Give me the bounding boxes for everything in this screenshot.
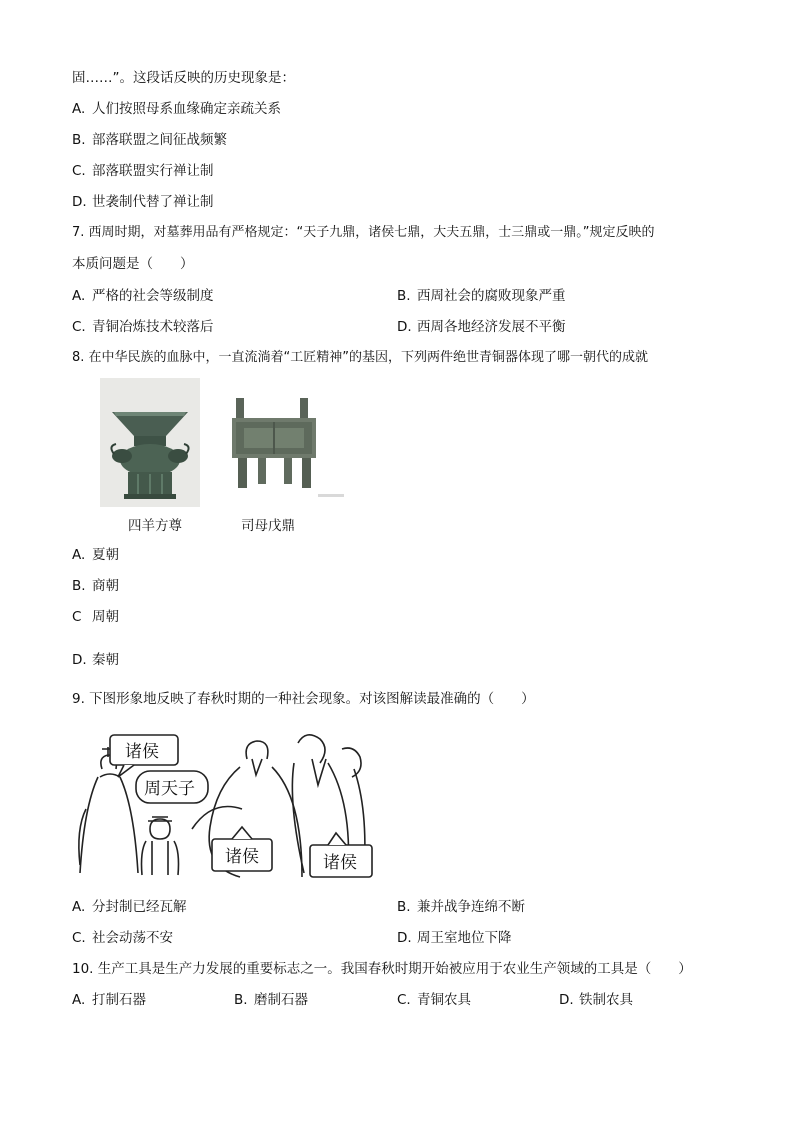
q7-option-c — [72, 318, 214, 336]
q10-option-c — [397, 991, 471, 1009]
simuwu-ding-image — [222, 392, 346, 498]
cartoon-label-lord-1: 诸侯 — [125, 742, 159, 762]
q8-option-a — [72, 546, 119, 564]
option-text: 世袭制代替了禅让制 — [92, 194, 214, 210]
option-letter: C. — [72, 319, 86, 335]
q9-option-d — [397, 929, 512, 947]
option-letter: A. — [72, 899, 86, 915]
q6-option-c — [72, 162, 214, 180]
option-text: 部落联盟之间征战频繁 — [92, 132, 227, 148]
cartoon-label-zhou-king: 周天子 — [144, 779, 195, 799]
q10-option-a — [72, 991, 146, 1009]
option-letter: D. — [397, 319, 412, 335]
option-letter: A. — [72, 547, 86, 563]
cartoon-drawing — [72, 729, 374, 881]
bronze-ding-drawing — [222, 392, 346, 498]
option-text: 铁制农具 — [579, 992, 633, 1008]
option-letter: D. — [72, 652, 87, 668]
option-text: 人们按照母系血缘确定亲疏关系 — [92, 101, 281, 117]
q7-option-b — [397, 287, 566, 305]
option-text: 西周各地经济发展不平衡 — [417, 319, 566, 335]
four-ram-zun-image — [100, 378, 200, 507]
option-text: 青铜冶炼技术较落后 — [92, 319, 214, 335]
option-text: 分封制已经瓦解 — [92, 899, 187, 915]
q10-option-b — [234, 991, 308, 1009]
q10-stem: 10. 生产工具是生产力发展的重要标志之一。我国春秋时期开始被应用于农业生产领域的工具是（ ） — [72, 961, 692, 977]
option-text: 周朝 — [92, 609, 119, 625]
option-letter: B. — [397, 288, 411, 304]
option-text: 磨制石器 — [254, 992, 308, 1008]
option-letter: B. — [397, 899, 411, 915]
option-letter: B. — [72, 578, 86, 594]
option-text: 社会动荡不安 — [92, 930, 173, 946]
option-letter: A. — [72, 101, 86, 117]
option-letter: C. — [72, 163, 86, 179]
option-letter: C. — [72, 930, 86, 946]
option-letter: C. — [397, 992, 411, 1008]
option-text: 周王室地位下降 — [417, 930, 512, 946]
option-text: 部落联盟实行禅让制 — [92, 163, 214, 179]
cartoon-label-lord-3: 诸侯 — [323, 853, 357, 873]
q9-option-b — [397, 898, 525, 916]
q6-option-a — [72, 100, 281, 118]
option-letter: D. — [559, 992, 574, 1008]
option-text: 兼并战争连绵不断 — [417, 899, 525, 915]
option-letter: C — [72, 609, 82, 625]
q7-option-d — [397, 318, 566, 336]
q6-option-b — [72, 131, 227, 149]
option-letter: B. — [234, 992, 248, 1008]
q7-option-a — [72, 287, 214, 305]
cartoon-label-lord-2: 诸侯 — [225, 847, 259, 867]
option-letter: A. — [72, 288, 86, 304]
q10-option-d — [559, 991, 633, 1009]
q8-stem: 8. 在中华民族的血脉中，一直流淌着“工匠精神”的基因，下列两件绝世青铜器体现了哪一朝代的成就 — [72, 350, 649, 365]
option-letter: A. — [72, 992, 86, 1008]
q8-option-c — [72, 608, 119, 626]
q7-stem-line2: 本质问题是（ ） — [72, 256, 194, 272]
bronze-zun-drawing — [100, 378, 200, 507]
spring-autumn-cartoon — [72, 729, 374, 881]
q7-stem-line1: 7. 西周时期，对墓葬用品有严格规定：“天子九鼎，诸侯七鼎，大夫五鼎，士三鼎或一鼎。”规定反映的 — [72, 225, 655, 240]
q8-option-d — [72, 651, 119, 669]
option-letter: B. — [72, 132, 86, 148]
option-letter: D. — [397, 930, 412, 946]
option-letter: D. — [72, 194, 87, 210]
option-text: 秦朝 — [92, 652, 119, 668]
option-text: 打制石器 — [92, 992, 146, 1008]
option-text: 严格的社会等级制度 — [92, 288, 214, 304]
option-text: 夏朝 — [92, 547, 119, 563]
q9-option-a — [72, 898, 187, 916]
caption-four-ram-zun: 四羊方尊 — [128, 518, 182, 534]
q8-option-b — [72, 577, 119, 595]
option-text: 西周社会的腐败现象严重 — [417, 288, 566, 304]
caption-simuwu-ding: 司母戊鼎 — [241, 518, 295, 534]
q6-stem-tail: 固……”。这段话反映的历史现象是： — [72, 70, 295, 86]
option-text: 青铜农具 — [417, 992, 471, 1008]
option-text: 商朝 — [92, 578, 119, 594]
q9-stem: 9. 下图形象地反映了春秋时期的一种社会现象。对该图解读最准确的（ ） — [72, 691, 535, 707]
q6-option-d — [72, 193, 214, 211]
q9-option-c — [72, 929, 173, 947]
